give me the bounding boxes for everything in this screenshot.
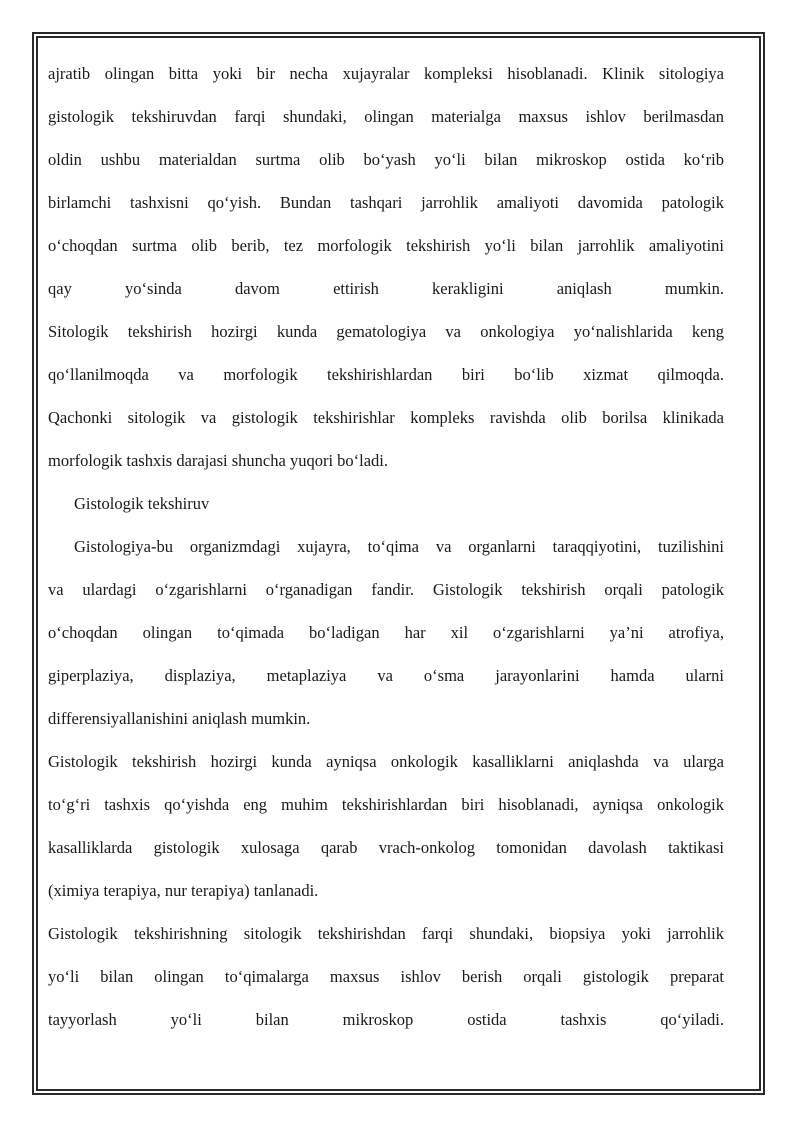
text-line: Gistologik tekshiruv	[74, 494, 210, 513]
text-line: Gistologik tekshirish hozirgi kunda ayniqsa onkologik kasalliklarni aniqlashda va ularga	[48, 752, 724, 771]
text-line: morfologik tashxis darajasi shuncha yuqori bo‘ladi.	[48, 451, 389, 470]
text-line: gistologik tekshiruvdan farqi shundaki, olingan materialga maxsus ishlov berilmasdan	[48, 107, 724, 126]
text-line: differensiyallanishini aniqlash mumkin.	[48, 709, 311, 728]
text-line: Sitologik tekshirish hozirgi kunda gematologiya va onkologiya yo‘nalishlarida keng	[48, 322, 724, 341]
text-line: qay yo‘sinda davom ettirish kerakligini aniqlash mumkin.	[48, 279, 724, 298]
text-line: tayyorlash yo‘li bilan mikroskop ostida tashxis qo‘yiladi.	[48, 1010, 724, 1029]
text-line: yo‘li bilan olingan to‘qimalarga maxsus ishlov berish orqali gistologik preparat	[48, 967, 724, 986]
text-line: Qachonki sitologik va gistologik tekshirishlar kompleks ravishda olib borilsa klinikada	[48, 408, 724, 427]
text-line: oldin ushbu materialdan surtma olib bo‘yash yo‘li bilan mikroskop ostida ko‘rib	[48, 150, 724, 169]
text-line: (ximiya terapiya, nur terapiya) tanlanadi.	[48, 881, 319, 900]
text-line: Gistologik tekshirishning sitologik tekshirishdan farqi shundaki, biopsiya yoki jarrohlik	[48, 924, 724, 943]
text-line: va ulardagi o‘zgarishlarni o‘rganadigan fandir. Gistologik tekshirish orqali patologik	[48, 580, 724, 599]
text-line: Gistologiya-bu organizmdagi xujayra, to‘qima va organlarni taraqqiyotini, tuzilishini	[74, 537, 724, 556]
text-line: giperplaziya, displaziya, metaplaziya va o‘sma jarayonlarini hamda ularni	[48, 666, 724, 685]
text-line: o‘choqdan surtma olib berib, tez morfologik tekshirish yo‘li bilan jarrohlik amaliyotini	[48, 236, 724, 255]
document-body	[48, 52, 724, 1041]
text-line: kasalliklarda gistologik xulosaga qarab vrach-onkolog tomonidan davolash taktikasi	[48, 838, 724, 857]
text-line: o‘choqdan olingan to‘qimada bo‘ladigan har xil o‘zgarishlarni ya’ni atrofiya,	[48, 623, 724, 642]
text-line: birlamchi tashxisni qo‘yish. Bundan tashqari jarrohlik amaliyoti davomida patologik	[48, 193, 724, 212]
text-line: qo‘llanilmoqda va morfologik tekshirishlardan biri bo‘lib xizmat qilmoqda.	[48, 365, 724, 384]
text-line: to‘g‘ri tashxis qo‘yishda eng muhim tekshirishlardan biri hisoblanadi, ayniqsa onkologik	[48, 795, 724, 814]
text-line: ajratib olingan bitta yoki bir necha xujayralar kompleksi hisoblanadi. Klinik sitologiya	[48, 64, 724, 83]
